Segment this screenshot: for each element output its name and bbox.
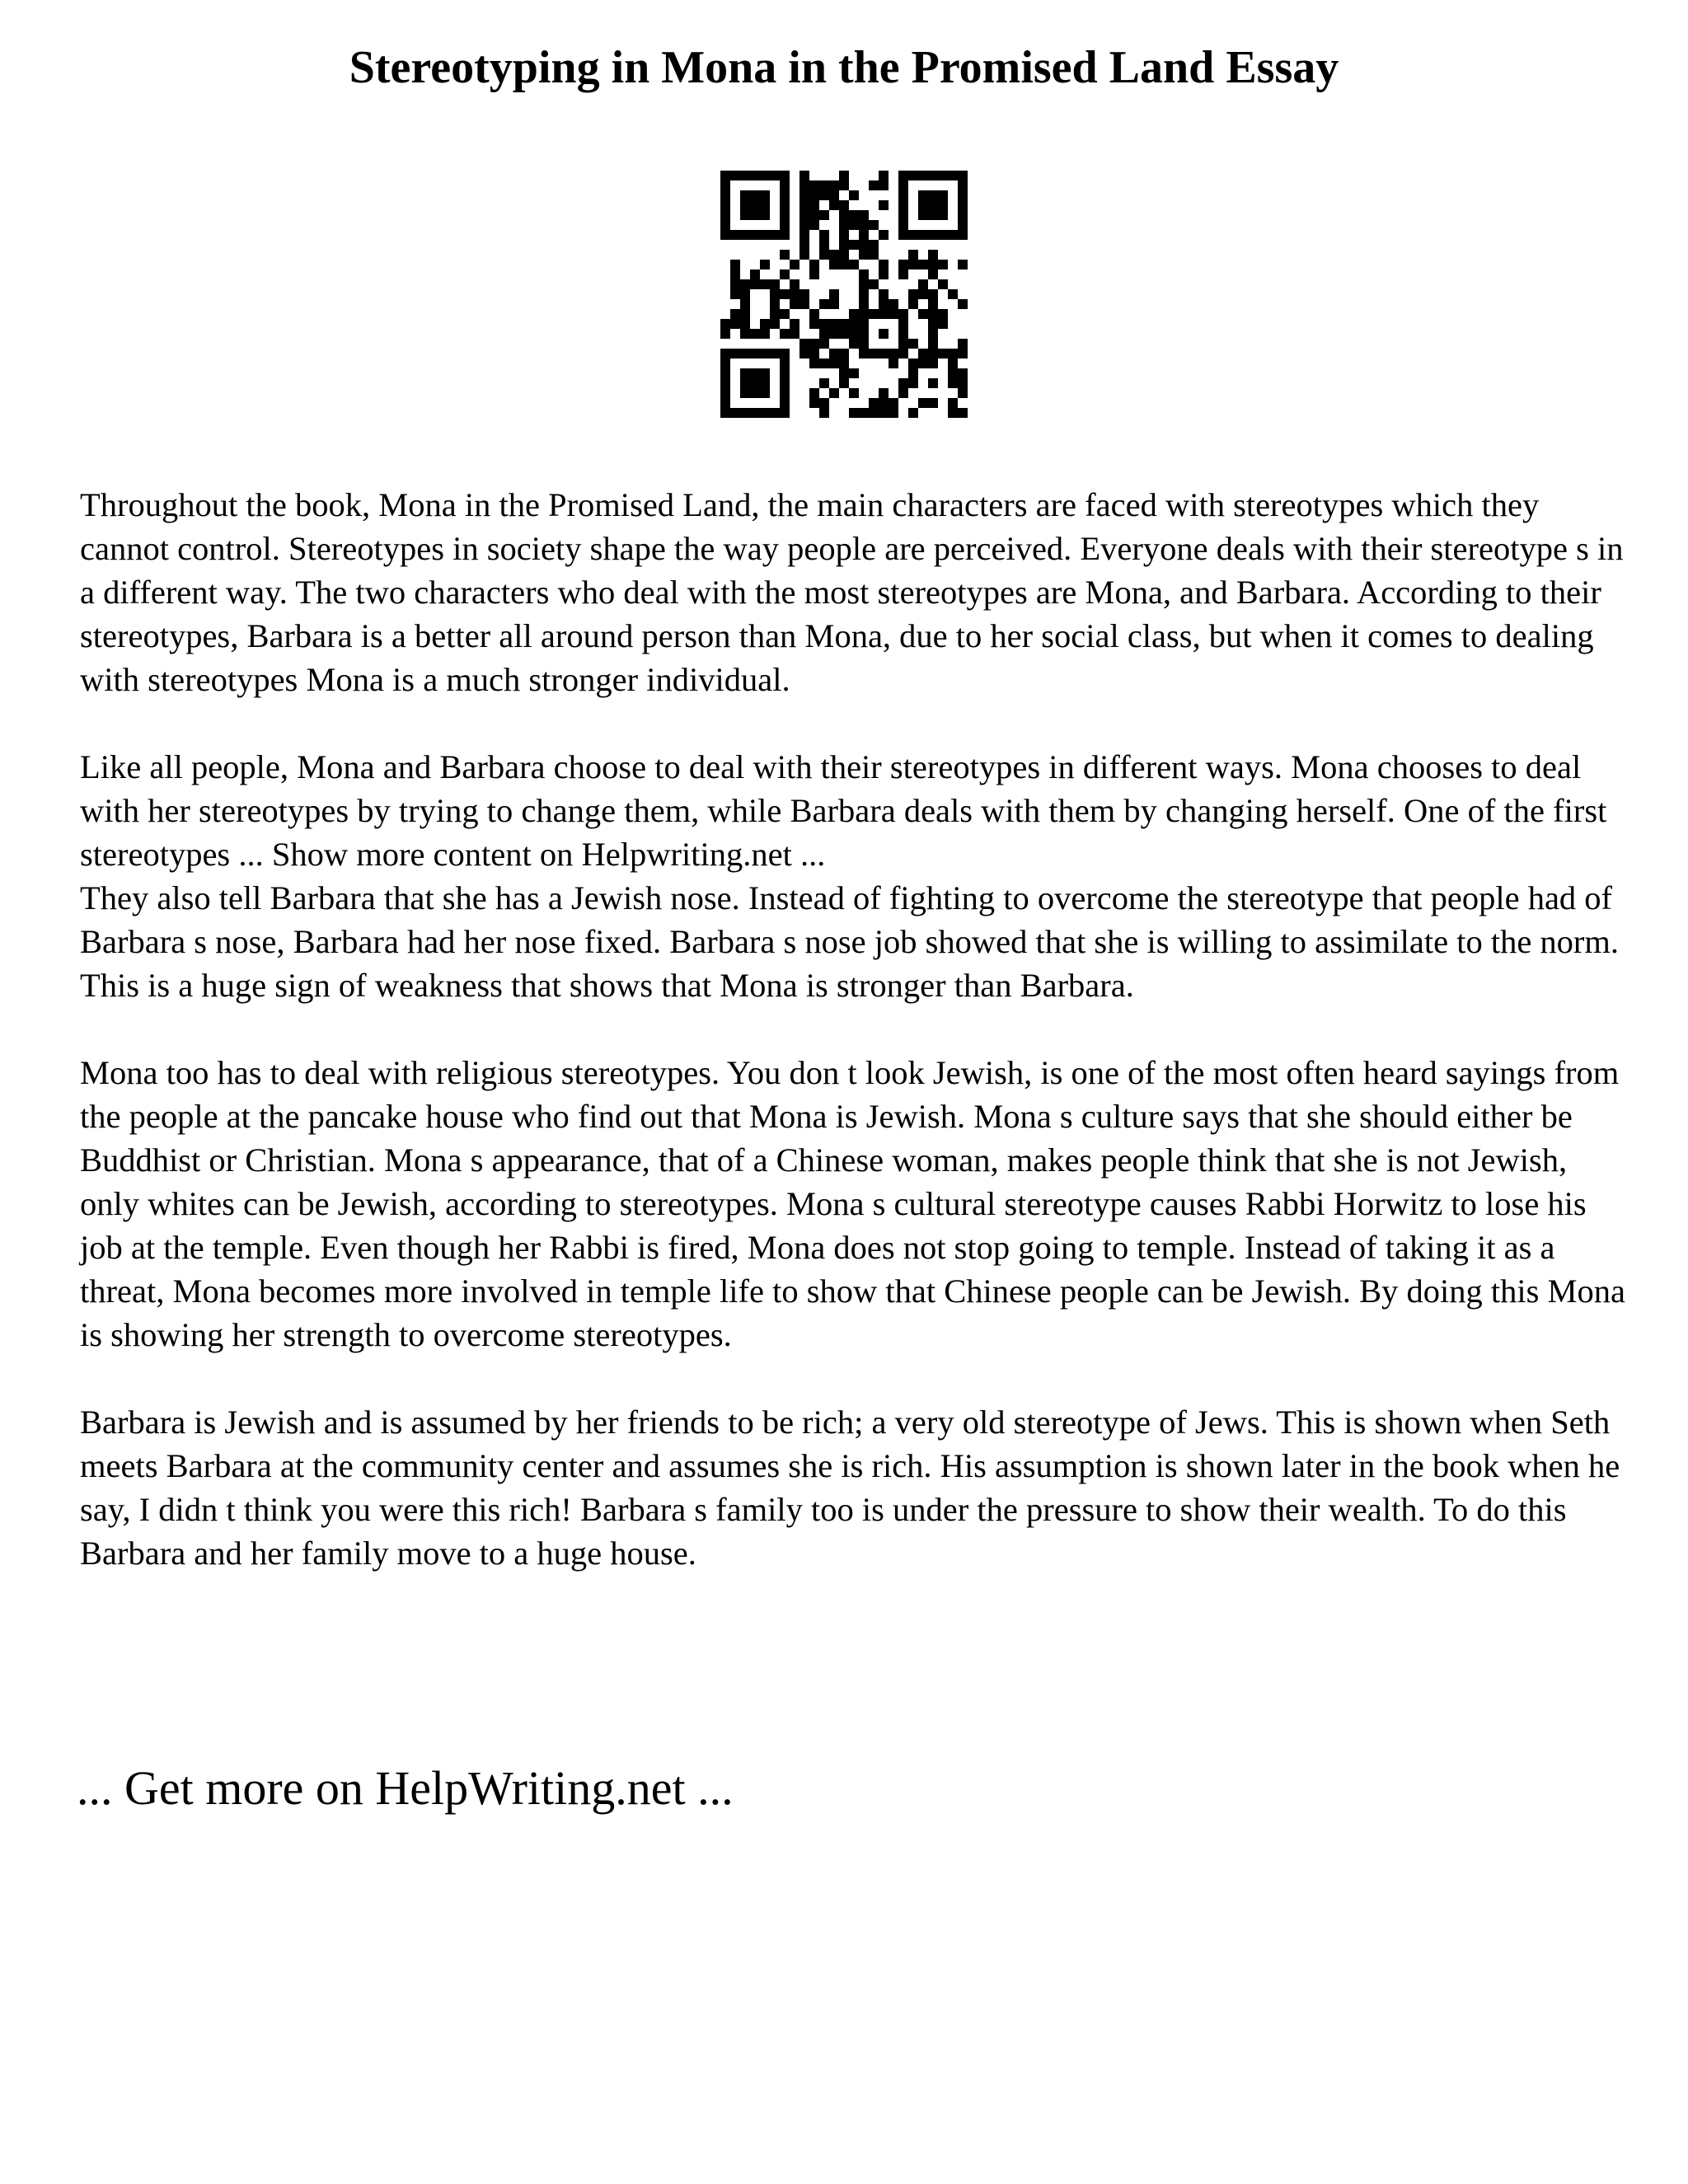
paragraph-dealing-with-stereotypes: Like all people, Mona and Barbara choose to deal with their stereotypes in different ways. Mona chooses to deal with her stereotypes by trying to change them, while Barbara deals with them by changing herself. One of the first stereotypes ... Show more content on Helpwriting.net ... bbox=[80, 748, 1607, 873]
qr-code-icon bbox=[720, 171, 968, 418]
essay-body bbox=[80, 483, 1629, 1619]
paragraph-religious-stereotypes: Mona too has to deal with religious stereotypes. You don t look Jewish, is one of the most often heard sayings from the people at the pancake house who find out that Mona is Jewish. Mona s culture says that she should either be Buddhist or Christian. Mona s appearance, that of a Chinese woman, makes people think that she is not Jewish, only whites can be Jewish, according to stereotypes. Mona s cultural stereotype causes Rabbi Horwitz to lose his job at the temple. Even though her Rabbi is fired, Mona does not stop going to temple. Instead of taking it as a threat, Mona becomes more involved in temple life to show that Chinese people can be Jewish. By doing this Mona is showing her strength to overcome stereotypes. bbox=[80, 1054, 1625, 1353]
paragraph-wealth-stereotype: Barbara is Jewish and is assumed by her friends to be rich; a very old stereotype of Jews. This is shown when Seth meets Barbara at the community center and assumes she is rich. His assumption is shown later in the book when he say, I didn t think you were this rich! Barbara s family too is under the pressure to show their wealth. To do this Barbara and her family move to a huge house. bbox=[80, 1404, 1620, 1572]
paragraph-jewish-nose: They also tell Barbara that she has a Jewish nose. Instead of fighting to overcome the stereotype that people had of Barbara s nose, Barbara had her nose fixed. Barbara s nose job showed that she is willing to assimilate to the norm. This is a huge sign of weakness that shows that Mona is stronger than Barbara. bbox=[80, 879, 1620, 1004]
get-more-link[interactable]: ... Get more on HelpWriting.net ... bbox=[77, 1761, 734, 1815]
document-title: Stereotyping in Mona in the Promised Land Essay bbox=[349, 42, 1339, 93]
qr-code-modules bbox=[720, 171, 968, 418]
paragraph-intro: Throughout the book, Mona in the Promised Land, the main characters are faced with stereotypes which they cannot control. Stereotypes in society shape the way people are perceived. Everyone deals with their stereotype s in a different way. The two characters who deal with the most stereotypes are Mona, and Barbara. According to their stereotypes, Barbara is a better all around person than Mona, due to her social class, but when it comes to dealing with stereotypes Mona is a much stronger individual. bbox=[80, 486, 1624, 698]
